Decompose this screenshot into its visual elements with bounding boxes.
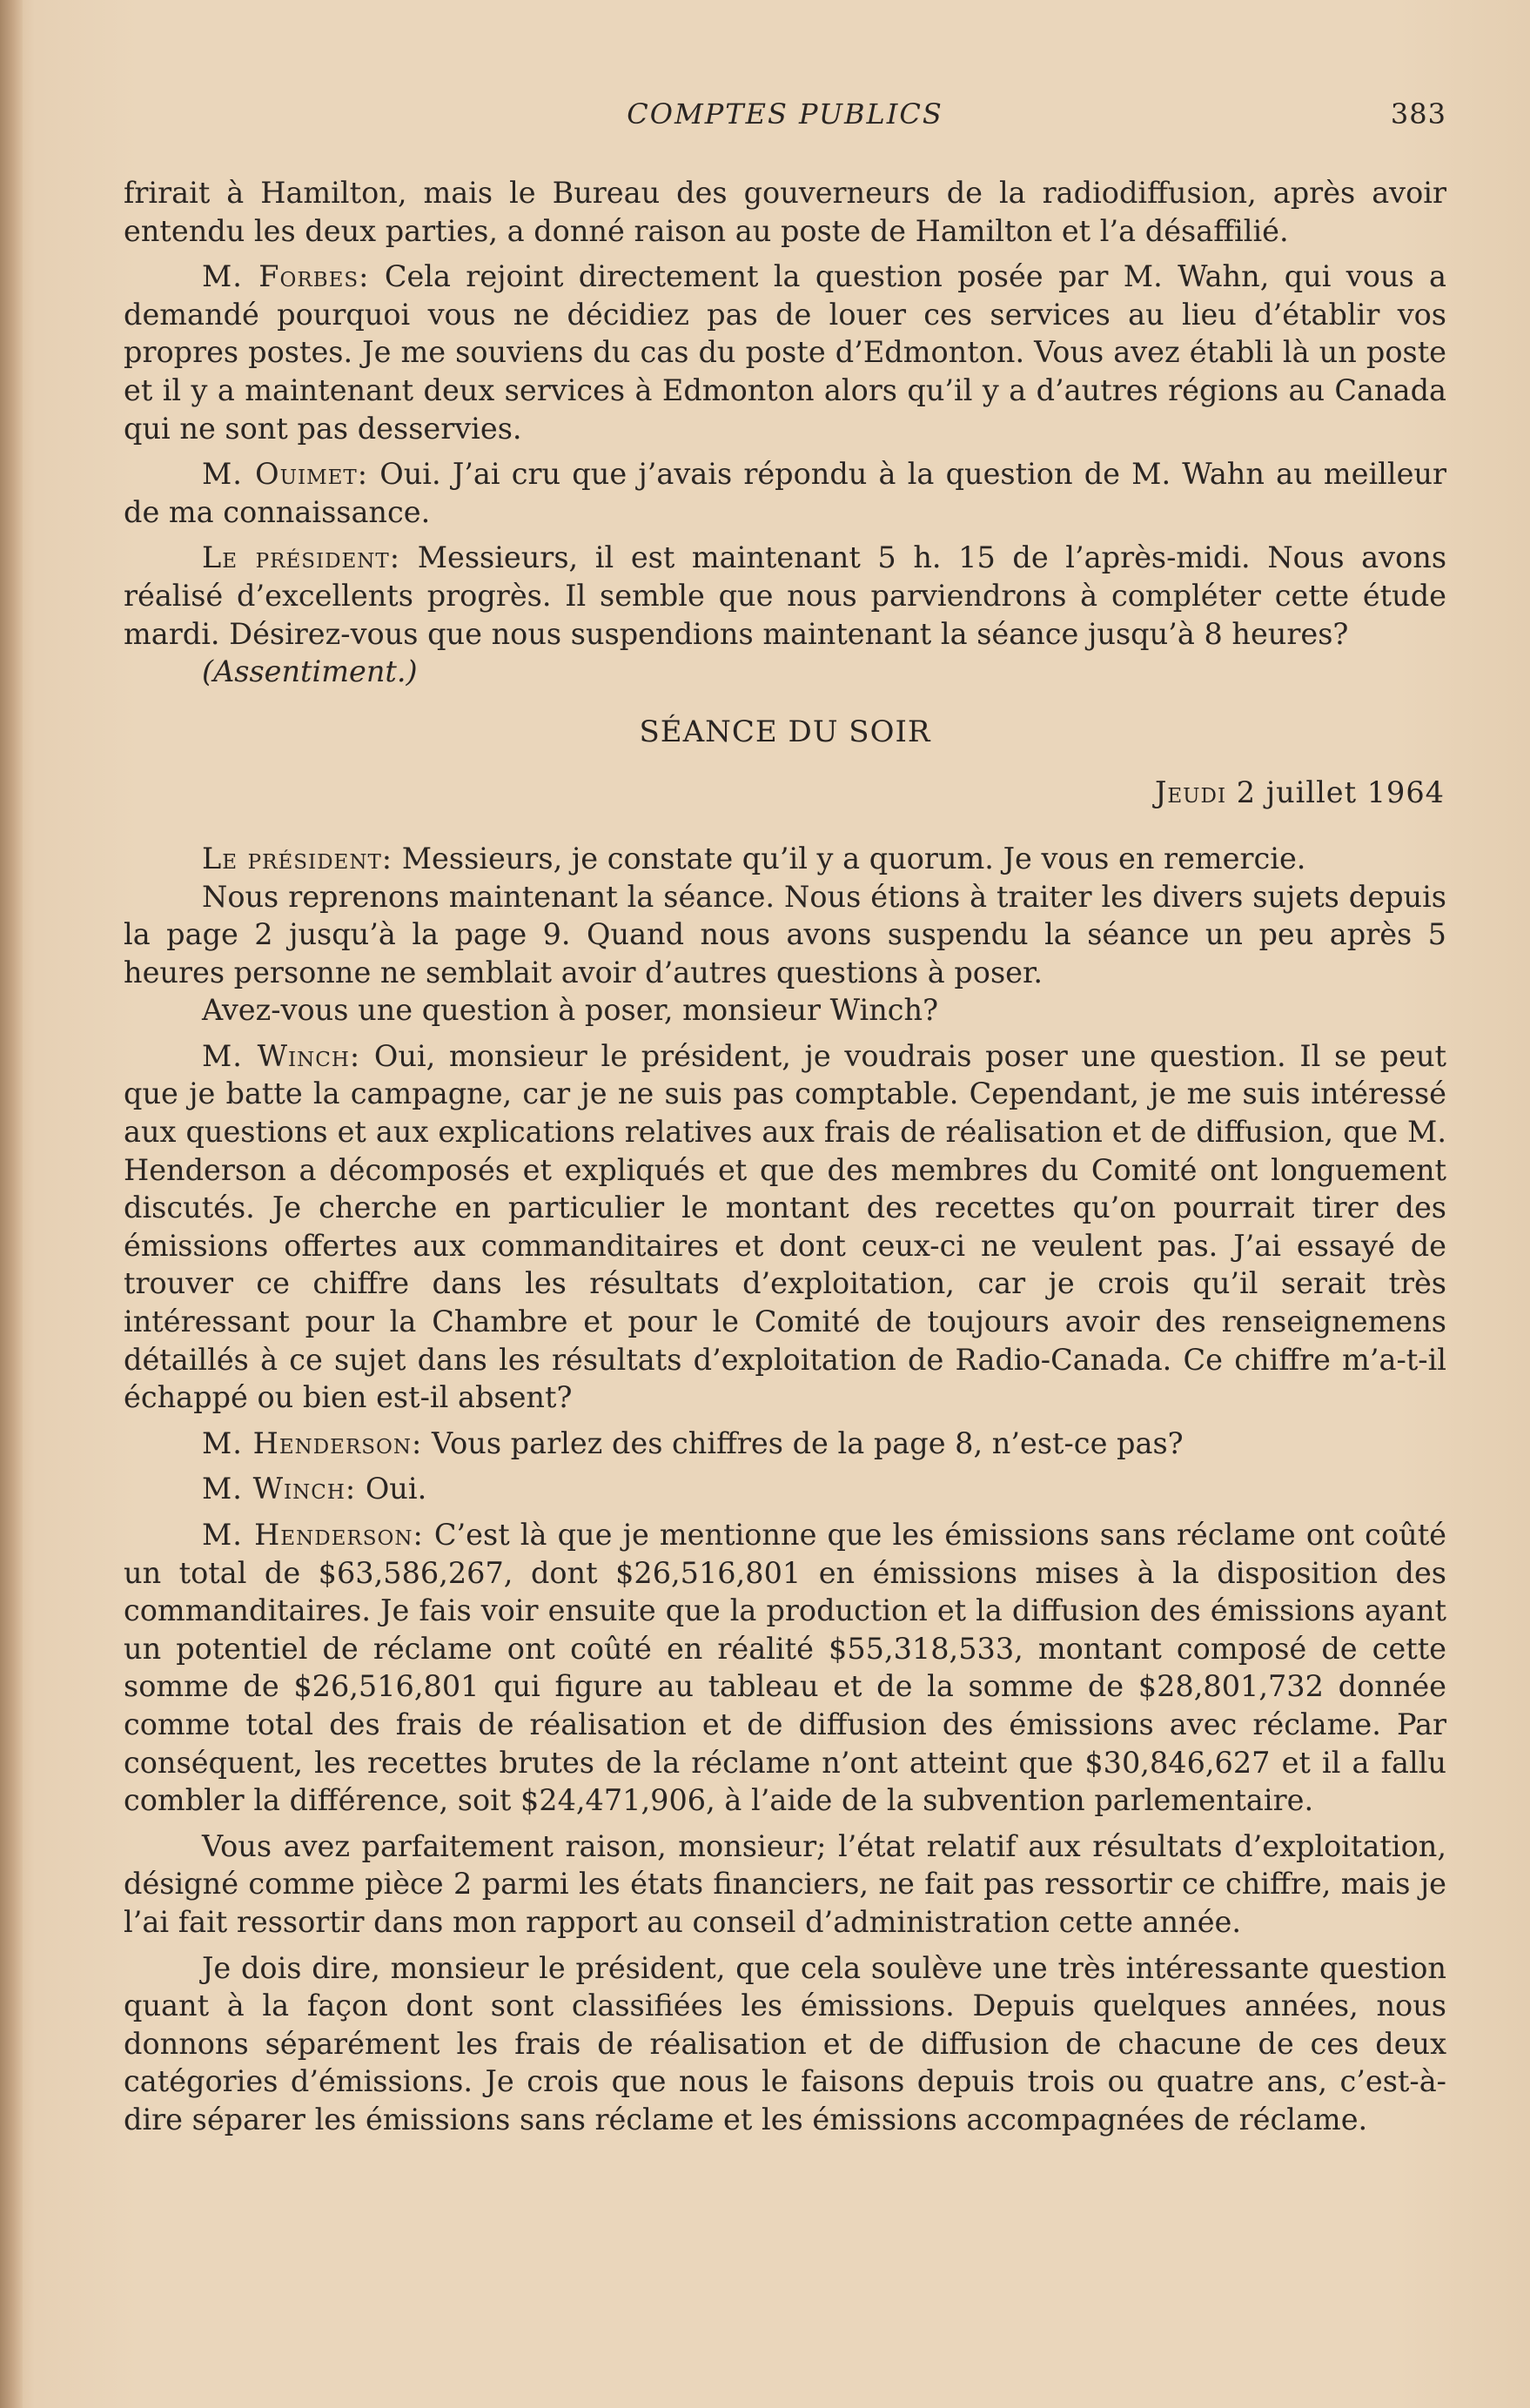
date-day: Jeudi [1154,775,1227,810]
paragraph [124,174,1446,250]
paragraph [124,1949,1446,2139]
section-title: SÉANCE DU SOIR [639,714,931,749]
paragraph [124,1516,1446,1820]
paragraph-text: Avez-vous une question à poser, monsieur Winch? [202,993,939,1028]
speaker-name: M. Forbes: [202,259,370,294]
paragraph-text: Vous parlez des chiffres de la page 8, n’est-ce pas? [431,1425,1184,1460]
paragraph [124,1470,1446,1508]
speaker-name: Le président: [202,540,401,575]
assentiment-text: (Assentiment.) [202,654,418,689]
speaker-name: M. Winch: [202,1472,357,1506]
paragraph-text: Vous avez parfaitement raison, monsieur; l’état relatif aux résultats d’exploitation, désigné comme pièce 2 parmi les états financiers, ne fait pas ressortir ce chiffre, mais je l’ai fait ressortir dans mon rapport au conseil d’administration cette année. [124,1828,1446,1939]
paragraph [124,991,1446,1030]
page-header [124,97,1446,141]
date-rest: 2 juillet 1964 [1236,775,1445,810]
speaker-name: M. Ouimet: [202,457,369,492]
paragraph [124,1037,1446,1417]
paragraph [124,1828,1446,1942]
stage-direction [124,653,1446,691]
paragraph [124,455,1446,531]
paragraph-text: Messieurs, je constate qu’il y a quorum. Je vous en remercie. [401,841,1306,875]
speaker-name: M. Winch: [202,1038,361,1073]
section-date [124,774,1445,812]
paragraph-text: Je dois dire, monsieur le président, que cela soulève une très intéressante question quant à la façon dont sont classifiées les émissions. Depuis quelques années, nous donnons séparément les frais de réalisation et de diffusion de chacune de ces deux catégories d’émissions. Je crois que nous le faisons depuis trois ou quatre ans, c’est-à-dire séparer les émissions sans réclame et les émissions accompagnées de réclame. [124,1950,1446,2136]
paragraph [124,878,1446,992]
paragraph [124,1425,1446,1463]
paragraph-text: Messieurs, il est maintenant 5 h. 15 de l’après-midi. Nous avons réalisé d’excellents progrès. Il semble que nous parviendrons à compléter cette étude mardi. Désirez-vous que nous suspendions maintenant la séance jusqu’à 8 heures? [124,540,1447,651]
speaker-name: Le président: [202,841,393,875]
running-head: COMPTES PUBLICS [627,97,943,131]
speaker-name: M. Henderson: [202,1425,423,1460]
paragraph-text: C’est là que je mentionne que les émissions sans réclame ont coûté un total de $63,586,267, dont $26,516,801 en émissions mises à la disposition des commanditaires. Je fais voir ensuite que la production et la diffusion des émissions ayant un potentiel de réclame ont coûté en réalité $55,318,533, montant composé de cette somme de $26,516,801 qui figure au tableau et de la somme de $28,801,732 donnée comme total des frais de réalisation et de diffusion des émissions avec réclame. Par conséquent, les recettes brutes de la réclame n’ont atteint que $30,846,627 et il a fallu combler la différence, soit $24,471,906, à l’aide de la subvention parlementaire. [124,1518,1446,1818]
paragraph [124,840,1446,878]
paragraph-text: frirait à Hamilton, mais le Bureau des gouverneurs de la radiodiffusion, après avoir entendu les deux parties, a donné raison au poste de Hamilton et l’a désaffilié. [124,176,1446,248]
book-spine-shadow [0,0,23,2408]
paragraph-text: Cela rejoint directement la question posée par M. Wahn, qui vous a demandé pourquoi vous ne décidiez pas de louer ces services au lieu d’établir vos propres postes. Je me souviens du cas du poste d’Edmonton. Vous avez établi là un poste et il y a maintenant deux services à Edmonton alors qu’il y a d’autres régions au Canada qui ne sont pas desservies. [124,259,1446,446]
speaker-name: M. Henderson: [202,1518,424,1552]
paragraph [124,539,1446,653]
paragraph [124,258,1446,447]
paragraph-text: Nous reprenons maintenant la séance. Nous étions à traiter les divers sujets depuis la page 2 jusqu’à la page 9. Quand nous avons suspendu la séance un peu après 5 heures personne ne semblait avoir d’autres questions à poser. [124,879,1446,989]
page-body [124,174,1446,2147]
paragraph-text: Oui, monsieur le président, je voudrais poser une question. Il se peut que je batte la campagne, car je ne suis pas comptable. Cependant, je me suis intéressé aux questions et aux explications relatives aux frais de réalisation et de diffusion, que M. Henderson a décomposés et expliqués et que des membres du Comité ont longuement discutés. Je cherche en particulier le montant des recettes qu’on pourrait tirer des émissions offertes aux commanditaires et dont ceux-ci ne veulent pas. J’ai essayé de trouver ce chiffre dans les résultats d’exploitation, car je crois qu’il serait très intéressant pour la Chambre et pour le Comité de toujours avoir des renseignemens détaillés à ce sujet dans les résultats d’exploitation de Radio-Canada. Ce chiffre m’a-t-il échappé ou bien est-il absent? [124,1038,1446,1415]
paragraph-text: Oui. [365,1472,427,1506]
paragraph-text: Oui. J’ai cru que j’avais répondu à la question de M. Wahn au meilleur de ma connaissance. [124,457,1446,529]
page-number: 383 [1390,97,1446,131]
